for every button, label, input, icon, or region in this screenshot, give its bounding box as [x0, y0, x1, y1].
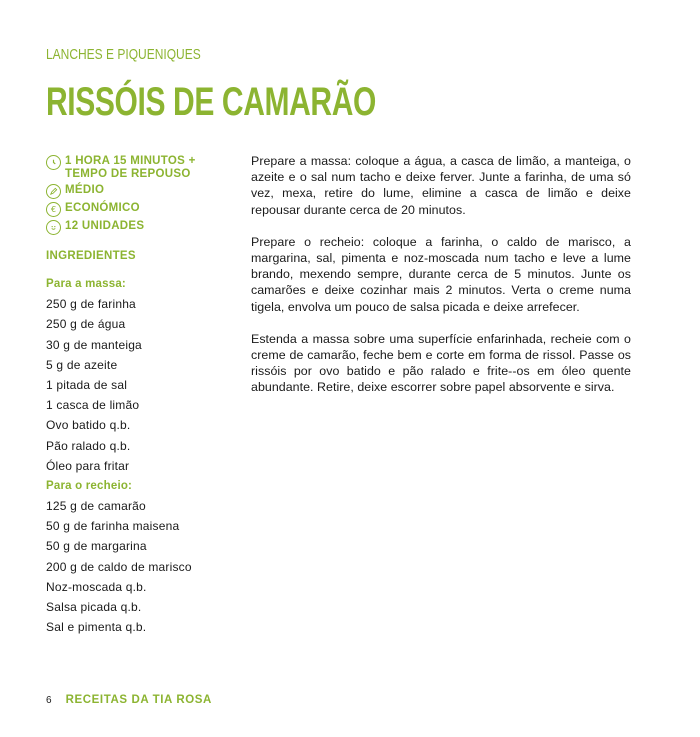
ingredient-item: 125 g de camarão: [46, 499, 146, 514]
page-footer: [46, 694, 212, 706]
meta-difficulty: [46, 184, 236, 199]
method-paragraph: Prepare o recheio: coloque a farinha, o caldo de marisco, a margarina, sal, pimenta e noz-moscada num tacho e leve a lume brando, mexendo sempre, durante cerca de 5 minutos. Junte os camarões e deixe cozinhar mais 2 minutos. Verta o creme numa tigela, envolva um pouco de salsa picada e deixe arrefecer.: [251, 234, 631, 314]
pencil-icon: [46, 184, 61, 199]
category-label: LANCHES E PIQUENIQUES: [46, 46, 201, 63]
ingredient-item: 50 g de margarina: [46, 539, 147, 554]
ingredient-item: 30 g de manteiga: [46, 337, 142, 352]
ingredient-item: 200 g de caldo de marisco: [46, 559, 192, 574]
ingredients-subheading-recheio: Para o recheio:: [46, 479, 133, 492]
method-text: [251, 153, 631, 412]
ingredient-item: Pão ralado q.b.: [46, 438, 131, 453]
recipe-meta: [46, 155, 236, 238]
ingredient-item: 50 g de farinha maisena: [46, 519, 180, 534]
ingredient-item: Óleo para fritar: [46, 458, 130, 473]
ingredients-heading: INGREDIENTES: [46, 250, 136, 262]
ingredients-list: [46, 274, 246, 637]
euro-icon: €: [46, 202, 61, 217]
ingredient-item: Sal e pimenta q.b.: [46, 620, 147, 635]
recipe-title: RISSÓIS DE CAMARÃO: [46, 80, 376, 124]
ingredient-item: 1 pitada de sal: [46, 377, 128, 392]
meta-servings: [46, 220, 236, 235]
ingredients-subheading-massa: Para a massa:: [46, 278, 126, 290]
ingredient-item: Salsa picada q.b.: [46, 600, 142, 614]
ingredient-item: 1 casca de limão: [46, 398, 140, 413]
method-paragraph: Prepare a massa: coloque a água, a casca de limão, a manteiga, o azeite e o sal num tacho e deixe ferver. Junte a farinha, de uma só vez, mexa, retire do lume, elimine a casca de limão e deixe repousar durante cerca de 20 minutos.: [251, 154, 631, 217]
meta-servings-text: 12 UNIDADES: [65, 220, 145, 232]
method-paragraph: Estenda a massa sobre uma superfície enfarinhada, recheie com o creme de camarão, feche bem e corte em forma de rissol. Passe os rissóis por ovo batido e pão ralado e frite--os em óleo quente abundante. Retire, deixe escorrer sobre papel absorvente e sirva.: [251, 331, 631, 395]
meta-difficulty-text: MÉDIO: [65, 184, 105, 196]
smiley-icon: [46, 220, 61, 235]
meta-cost: [46, 202, 236, 217]
meta-time-text: 1 HORA 15 MINUTOS + TEMPO DE REPOUSO: [65, 155, 196, 180]
page-number: 6: [46, 694, 52, 706]
book-title: RECEITAS DA TIA ROSA: [65, 694, 212, 706]
ingredient-item: 250 g de farinha: [46, 297, 136, 312]
clock-icon: [46, 155, 61, 170]
ingredient-item: Ovo batido q.b.: [46, 418, 131, 433]
ingredient-item: Noz-moscada q.b.: [46, 579, 147, 594]
meta-cost-text: ECONÓMICO: [65, 202, 140, 214]
meta-time: [46, 155, 236, 181]
ingredient-item: 250 g de água: [46, 317, 126, 332]
ingredient-item: 5 g de azeite: [46, 357, 118, 372]
